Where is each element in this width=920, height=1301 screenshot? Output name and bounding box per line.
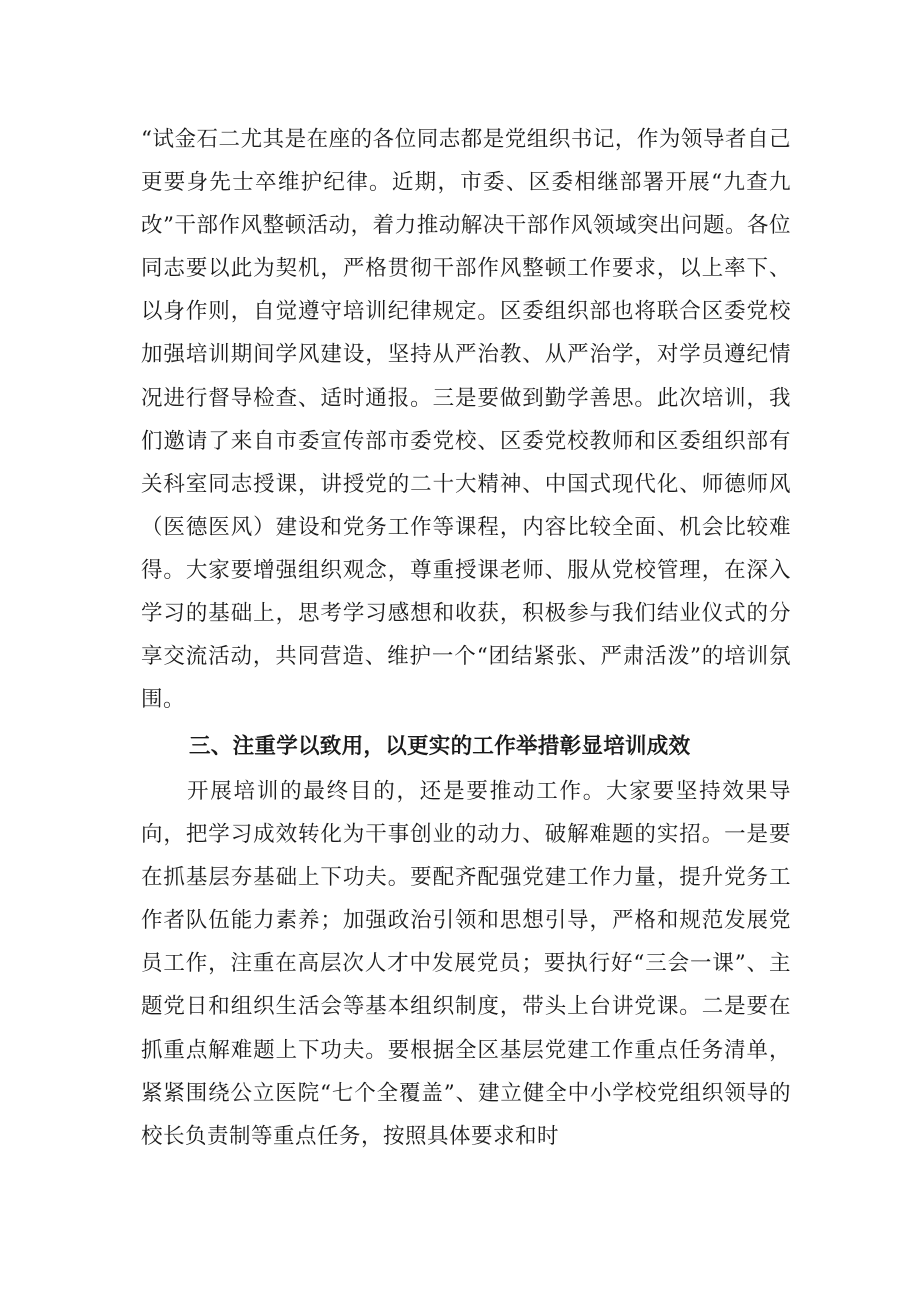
body-paragraph-2: 开展培训的最终目的，还是要推动工作。大家要坚持效果导向，把学习成效转化为干事创业的动力、破解难题的实招。一是要在抓基层夯基础上下功夫。要配齐配强党建工作力量，提升党务工作者队伍能力素养；加强政治引领和思想引导，严格和规范发展党员工作，注重在高层次人才中发展党员；要执行好“三会一课”、主题党日和组织生活会等基本组织制度，带头上台讲党课。二是要在抓重点解难题上下功夫。要根据全区基层党建工作重点任务清单，紧紧围绕公立医院“七个全覆盖”、建立健全中小学校党组织领导的校长负责制等重点任务，按照具体要求和时 <box>141 779 791 1149</box>
section-heading: 三、注重学以致用，以更实的工作举措彰显培训成效 <box>189 734 691 759</box>
body-paragraph-1: “试金石二尤其是在座的各位同志都是党组织书记，作为领导者自己更要身先士卒维护纪律。近期，市委、区委相继部署开展“九查九改”干部作风整顿活动，着力推动解决干部作风领域突出问题。各位同志要以此为契机，严格贯彻干部作风整顿工作要求，以上率下、以身作则，自觉遵守培训纪律规定。区委组织部也将联合区委党校加强培训期间学风建设，坚持从严治教、从严治学，对学员遵纪情况进行督导检查、适时通报。三是要做到勤学善思。此次培训，我们邀请了来自市委宣传部市委党校、区委党校教师和区委组织部有关科室同志授课，讲授党的二十大精神、中国式现代化、师德师风（医德医风）建设和党务工作等课程，内容比较全面、机会比较难得。大家要增强组织观念，尊重授课老师、服从党校管理，在深入学习的基础上，思考学习感想和收获，积极参与我们结业仪式的分享交流活动，共同营造、维护一个“团结紧张、严肃活泼”的培训氛围。 <box>141 127 791 713</box>
